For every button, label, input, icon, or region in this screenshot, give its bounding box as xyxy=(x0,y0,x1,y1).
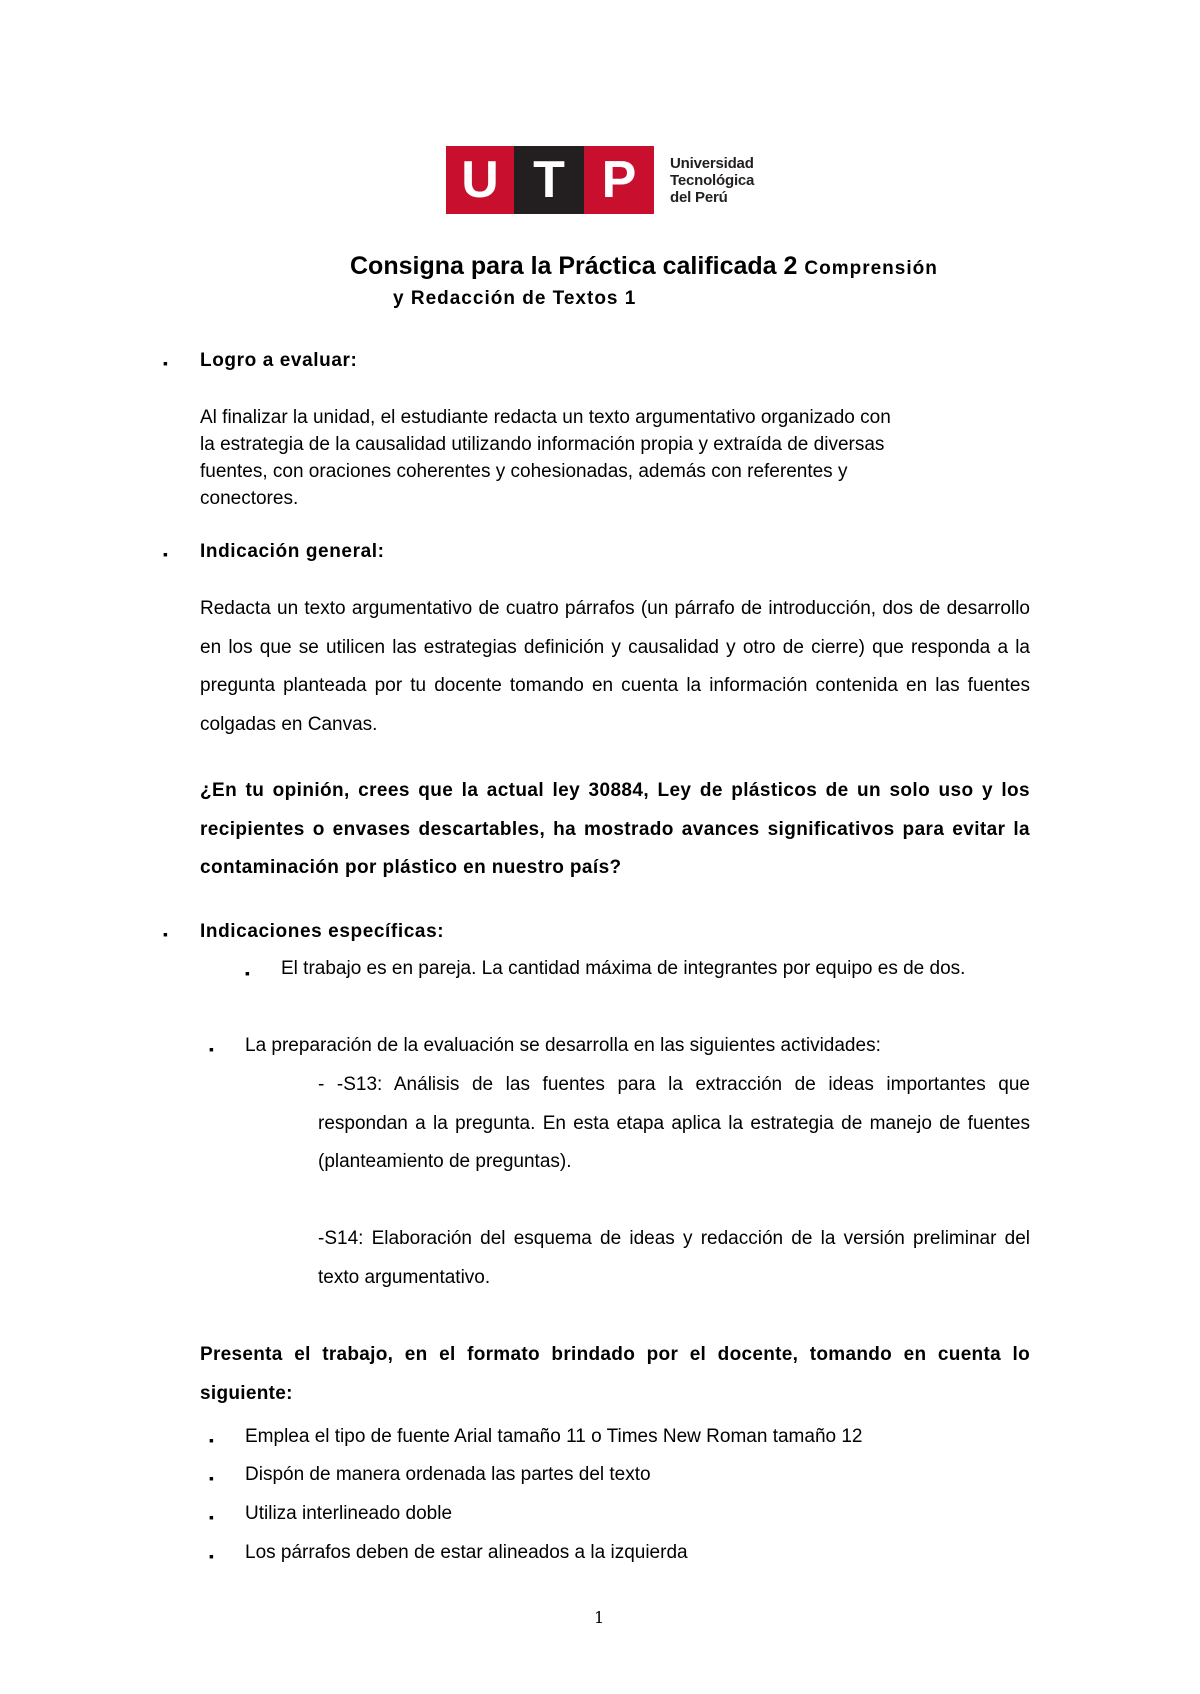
especifica-item-preparacion: La preparación de la evaluación se desarrolla en las siguientes actividades: xyxy=(245,1035,881,1056)
especifica-item-pareja: El trabajo es en pareja. La cantidad máxima de integrantes por equipo es de dos. xyxy=(281,958,966,979)
document-title xyxy=(350,252,938,281)
logo-letter-u: U xyxy=(446,146,514,214)
logo-letter-p: P xyxy=(584,146,654,214)
logro-line: la estrategia de la causalidad utilizando información propia y extraída de diversas xyxy=(200,434,885,455)
logro-heading: Logro a evaluar: xyxy=(200,350,358,371)
title-sub-line2: y Redacción de Textos 1 xyxy=(393,288,637,309)
logo-wordmark xyxy=(670,155,754,206)
logro-paragraph xyxy=(200,404,1030,512)
page-number: 1 xyxy=(594,1608,605,1627)
activity-s14: -S14: Elaboración del esquema de ideas y redacción de la versión preliminar del texto argumentativo. xyxy=(318,1228,1030,1288)
bullet-icon: ▪ xyxy=(209,1548,214,1564)
presenta-item: Los párrafos deben de estar alineados a la izquierda xyxy=(245,1542,688,1563)
bullet-icon: ▪ xyxy=(209,1432,214,1448)
bullet-icon: ▪ xyxy=(163,546,168,562)
bullet-icon: ▪ xyxy=(209,1470,214,1486)
utp-logo xyxy=(446,146,754,214)
presenta-item: Dispón de manera ordenada las partes del texto xyxy=(245,1464,651,1485)
bullet-icon: ▪ xyxy=(209,1509,214,1525)
logo-letter-t: T xyxy=(514,146,584,214)
logro-line: fuentes, con oraciones coherentes y cohesionadas, además con referentes y xyxy=(200,461,848,482)
presenta-item: Emplea el tipo de fuente Arial tamaño 11 o Times New Roman tamaño 12 xyxy=(245,1426,863,1447)
logo-text-line: del Perú xyxy=(670,188,728,206)
title-sub-line1: Comprensión xyxy=(804,258,938,279)
indicacion-general-heading: Indicación general: xyxy=(200,541,385,562)
indicaciones-especificas-heading: Indicaciones específicas: xyxy=(200,921,445,942)
activity-s13: - -S13: Análisis de las fuentes para la extracción de ideas importantes que respondan a la pregunta. En esta etapa aplica la estrategia de manejo de fuentes (planteamiento de preguntas). xyxy=(318,1074,1030,1172)
title-main: Consigna para la Práctica calificada 2 xyxy=(350,252,798,280)
bullet-icon: ▪ xyxy=(163,926,168,942)
logo-text-line: Universidad xyxy=(670,154,754,172)
indicacion-general-paragraph: Redacta un texto argumentativo de cuatro párrafos (un párrafo de introducción, dos de desarrollo en los que se utilicen las estrategias definición y causalidad y otro de cierre) que responda a la pregunta planteada por tu docente tomando en cuenta la información contenida en las fuentes colgadas en Canvas. xyxy=(200,598,1030,735)
presenta-heading: Presenta el trabajo, en el formato brindado por el docente, tomando en cuenta lo siguiente: xyxy=(200,1344,1030,1404)
guiding-question: ¿En tu opinión, crees que la actual ley 30884, Ley de plásticos de un solo uso y los recipientes o envases descartables, ha mostrado avances significativos para evitar la contaminación por plástico en nuestro país? xyxy=(200,780,1030,878)
presenta-item: Utiliza interlineado doble xyxy=(245,1503,453,1524)
bullet-icon: ▪ xyxy=(245,965,250,981)
logo-text-line: Tecnológica xyxy=(670,171,755,189)
bullet-icon: ▪ xyxy=(209,1041,214,1057)
logro-line: conectores. xyxy=(200,488,299,509)
bullet-icon: ▪ xyxy=(163,355,168,371)
logro-line: Al finalizar la unidad, el estudiante redacta un texto argumentativo organizado con xyxy=(200,407,891,428)
